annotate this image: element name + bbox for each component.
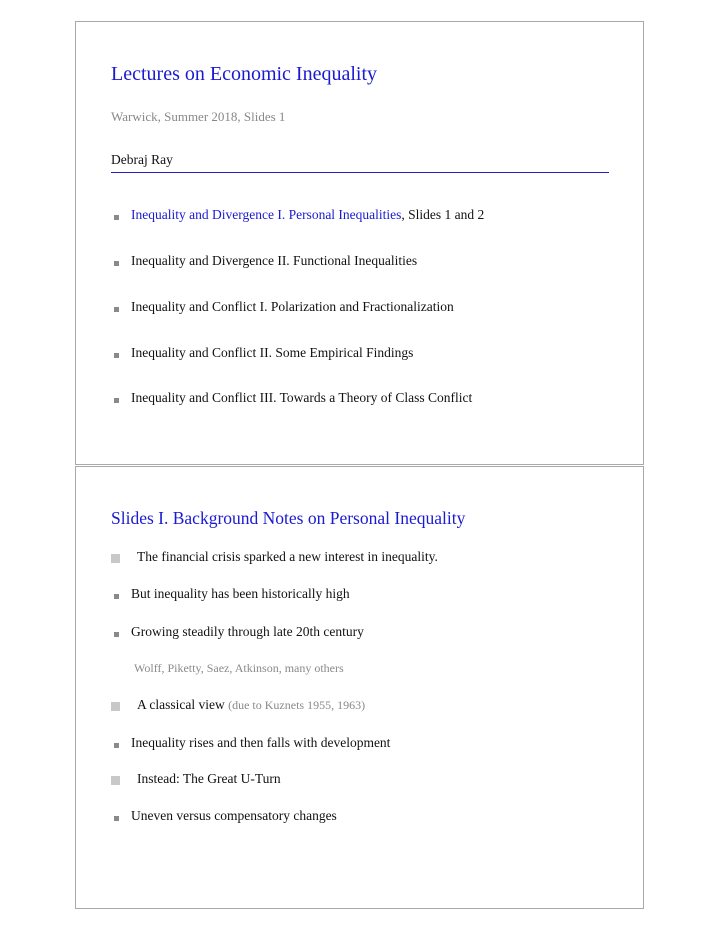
bullet-icon: [114, 743, 119, 748]
list-item: [131, 735, 390, 751]
slide-1-title: Lectures on Economic Inequality: [111, 63, 378, 85]
list-item-text: The financial crisis sparked a new interest in inequality.: [137, 549, 438, 564]
list-item: [137, 549, 438, 565]
list-item: [131, 299, 454, 315]
list-item: [131, 390, 472, 406]
slide-1-subtitle: Warwick, Summer 2018, Slides 1: [111, 109, 286, 124]
list-item-text: Inequality and Conflict I. Polarization and Fractionalization: [131, 299, 454, 314]
list-item: [131, 808, 337, 824]
list-item-text: Inequality and Conflict III. Towards a Theory of Class Conflict: [131, 390, 473, 405]
list-item: [137, 697, 365, 713]
bullet-icon: [114, 594, 119, 599]
author-name: Debraj Ray: [111, 152, 173, 167]
bullet-icon: [114, 816, 119, 821]
list-item-text: But inequality has been historically high: [131, 586, 350, 601]
slide-2-title: Slides I. Background Notes on Personal Inequality: [111, 508, 466, 528]
list-item: [131, 345, 413, 361]
list-item-text: A classical view: [137, 697, 225, 712]
list-item-text: Inequality and Conflict II. Some Empirical Findings: [131, 345, 414, 360]
list-item: [131, 207, 484, 223]
bullet-icon: [111, 702, 120, 711]
bullet-icon: [111, 776, 120, 785]
list-item-suffix: , Slides 1 and 2: [401, 207, 485, 222]
list-item-text: Growing steadily through late 20th century: [131, 624, 364, 639]
slide-1: [75, 21, 644, 465]
bullet-icon: [114, 398, 119, 403]
bullet-icon: [114, 261, 119, 266]
bullet-icon: [111, 554, 120, 563]
list-item: [137, 771, 281, 787]
lecture-link[interactable]: Inequality and Divergence I. Personal Inequalities: [131, 207, 402, 222]
list-item: [131, 586, 350, 602]
slide-2: [75, 466, 644, 909]
bullet-icon: [114, 353, 119, 358]
list-item: [131, 253, 417, 269]
bullet-icon: [114, 215, 119, 220]
title-divider: [111, 172, 609, 173]
bullet-icon: [114, 632, 119, 637]
list-item-text: Inequality and Divergence II. Functional Inequalities: [131, 253, 418, 268]
list-item-text: Instead: The Great U-Turn: [137, 771, 281, 786]
list-item: [131, 624, 364, 640]
citation-note: (due to Kuznets 1955, 1963): [228, 698, 366, 712]
list-item-text: Inequality rises and then falls with development: [131, 735, 391, 750]
list-item-text: Uneven versus compensatory changes: [131, 808, 337, 823]
bullet-icon: [114, 307, 119, 312]
references-note: Wolff, Piketty, Saez, Atkinson, many others: [134, 661, 344, 675]
